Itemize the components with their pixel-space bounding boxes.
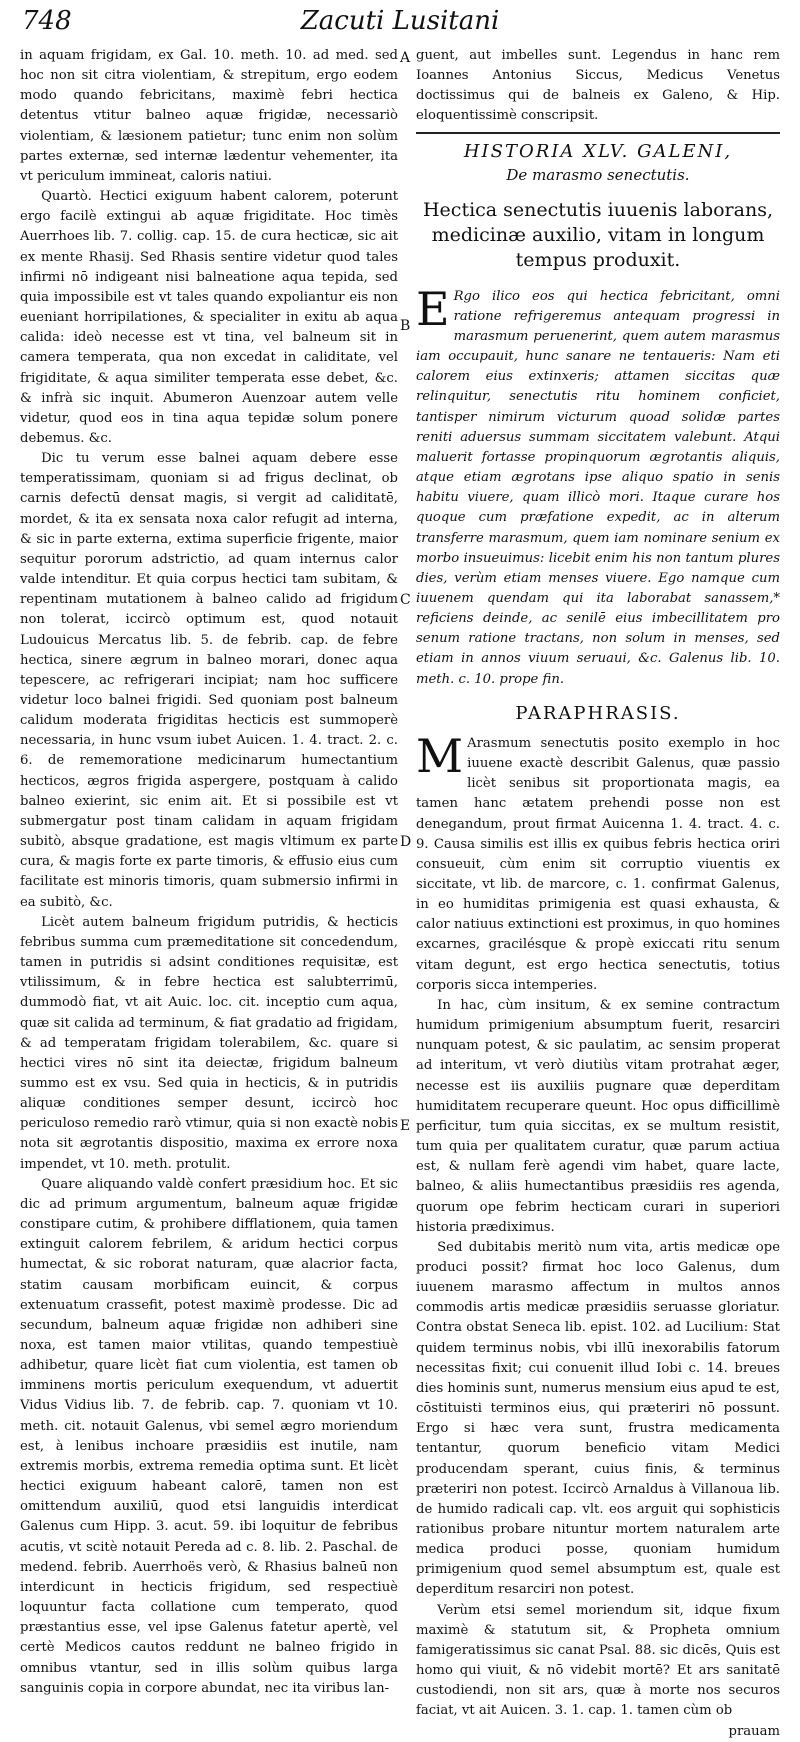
paraphrasis-drop-cap: M: [416, 728, 464, 783]
margin-letter-a: A: [400, 50, 411, 66]
paraphrasis-paragraph: In hac, cùm insitum, & ex semine contractum humidum primigenium absumptum fuerit, resarciri nunquam potest, & sic paulatim, ac sensim properat ad interitum, vt verò diutiùs vitam protrahat æger, necesse est iis auxiliis pugnare quæ deperditam humiditatem recuperare queunt. Hoc opus difficillimè perficitur, tum quia siccitas, ex se multum resistit, tum quia per qualitatem curatur, quæ parum actiua est, & nullam ferè agendi vim habet, quare lacte, balneo, & aliis humectantibus præsidiis res agenda, quorum ope febrim hecticam curari in superiori historia prædiximus.: [416, 997, 780, 1235]
history-summary: Hectica senectutis iuuenis laborans, medicinæ auxilio, vitam in longum tempus produxit.: [422, 198, 773, 271]
paraphrasis-paragraph: Sed dubitabis meritò num vita, artis medicæ ope produci possit? firmat hoc loco Galenus, dum iuuenem marasmo affectum in multos annos commodis artis medicæ præsidiis seruasse gloriatur. Contra obstat Seneca lib. epist. 102. ad Lucilium: Stat quidem terminus nobis, vbi illū inexorabilis fatorum necessitas fixit; cui conuenit illud Iobi c. 14. breues dies hominis sunt, numerus mensium eius apud te est, cōstituisti terminos eius, qui præteriri nō possunt. Ergo si hæc vera sunt, frustra medicamenta tentantur, quorum beneficio vitam Medici producendam sperant, cuius finis, & terminus præteriri non potest. Iccircò Arnaldus à Villanoua lib. de humido radicali cap. vlt. eos arguit qui sophisticis rationibus probare nituntur mortem naturalem arte medica produci posse, quoniam humidum primigenium quod semel absumptum est, quale est deperditum resarciri non potest.: [416, 1239, 780, 1598]
paraphrasis-text: Arasmum senectutis posito exemplo in hoc iuuene exactè describit Galenus, quæ passio licèt senibus sit proportionata magis, ea tamen hanc ætatem prehendi posse non est denegandum, prout firmat Auicenna 1. 4. tract. 4. c. 9. Causa similis est illis ex quibus febris hectica oriri consueuit, cùm enim sit corruptio viuentis ex siccitate, vt lib. de marcore, c. 1. confirmat Galenus, in eo humiditas primigenia est quasi exhausta, & calor natiuus extinctioni est proximus, in quo homines excarnes, gracilésque & propè exiccati ritu senum vitam degunt, est ergo hectica senectutis, totius corporis sicca intemperies.: [416, 735, 780, 993]
paraphrasis-title: PARAPHRASIS.: [515, 702, 681, 724]
section-rule: [416, 132, 780, 134]
history-subtitle: De marasmo senectutis.: [506, 165, 690, 184]
margin-letter-b: B: [400, 318, 411, 334]
page-header: [0, 2, 800, 42]
intro-paragraph: guent, aut imbelles sunt. Legendus in hanc rem Ioannes Antonius Siccus, Medicus Venetus doctissimus qui de balneis ex Galeno, & Hip. eloquentissimè conscripsit.: [416, 48, 780, 124]
paraphrasis-paragraph: Verùm etsi semel moriendum sit, idque fixum maximè & statutum sit, & Propheta omnium famigeratissimus sic canat Psal. 88. sic dicēs, Quis est homo qui viuit, & nō videbit mortē? Et ars sanitatē custodiendi, non sit ars, quæ à morte nos securos faciat, vt ait Auicen. 3. 1. cap. 1. tamen cùm ob: [416, 1602, 780, 1719]
left-column: [20, 46, 398, 1699]
right-column: [416, 46, 780, 1742]
quote-drop-cap: E: [416, 281, 450, 336]
left-paragraph: Quare aliquando valdè confert præsidium hoc. Et sic dic ad primum argumentum, balneum aquæ frigidæ constipare cutim, & prohibere difflationem, quia tamen extinguit calorem febrilem, & aridum hectici corpus humectat, & sic roborat naturam, quæ alacrior facta, statim causam morbificam euincit, & corpus extenuatum crassefit, potest maximè prodesse. Dic ad secundum, balneum aquæ frigidæ non adhiberi sine noxa, est tamen maior vtilitas, quando tempestiuè adhibetur, quare licèt fiat cum violentia, est tamen ob imminens mortis periculum exequendum, vt aduertit Vidus Vidius lib. 7. de febrib. cap. 7. quoniam vt 10. meth. cit. notauit Galenus, vbi semel ægro moriendum est, à lenibus inchoare præsidiis est inutile, nam extremis morbis, extrema remedia optima sunt. Et licèt hectici exiguum habeant calorē, tamen non est omittendum auxiliū, quod etsi languidis interdicat Galenus cum Hipp. 3. acut. 59. ibi loquitur de febribus acutis, vt scitè notauit Pereda ad c. 8. lib. 2. Paschal. de medend. febrib. Auerrhoës verò, & Rhasius balneū non interdicunt in hecticis frigidum, sed respectiuè loquuntur facta collatione cum temperato, quod præstantius esse, vel ipse Galenus fatetur apertè, vel certè Medicos cautos reddunt ne balneo frigido in omnibus vtantur, sed in illis solùm quibus larga sanguinis copia in corpore abundat, nec ita viribus lan-: [20, 1176, 398, 1696]
margin-letter-c: C: [400, 592, 411, 608]
page-number: 748: [22, 6, 72, 36]
left-paragraph: Dic tu verum esse balnei aquam debere esse temperatissimam, quoniam si ad frigus declinat, ob carnis defectū densat magis, si vergit ad caliditatē, mordet, & ita ex sensata noxa calor refugit ad interna, & sic in parte externa, extima superficie frigente, maior sequitur pororum adstrictio, ad quam internus calor valde intenditur. Et quia corpus hectici tam subitam, & repentinam mutationem à balneo calido ad frigidum non tolerat, iccircò optimum est, quod notauit Ludouicus Mercatus lib. 5. de febrib. cap. de febre hectica, sinere ægrum in balneo morari, donec aqua tepescere, ac refrigerari incipiat; nam hoc sufficere videtur loco balnei frigidi. Sed quoniam post balneum calidum moderata frigiditas hecticis est summoperè necessaria, in hunc vsum iubet Auicen. 1. 4. tract. 2. c. 6. de rememoratione medicinarum humectantium hecticos, ægros frigida aspergere, postquam à calido balneo exierint, sic enim ait. Et si possibile est vt submergatur post tinam calidam in aquam frigidam subitò, absque gradatione, est magis vltimum ex parte cura, & magis forte ex parte timoris, & effusio eius cum facilitate est minoris timoris, quam submersio infirmi in ea subitò, &c.: [20, 451, 398, 910]
running-title: Zacuti Lusitani: [300, 6, 500, 36]
left-paragraph: Licèt autem balneum frigidum putridis, & hecticis febribus summa cum præmeditatione sit concedendum, tamen in putridis si adsint conditiones requisitæ, est vtilissimum, & in febre hectica est salubterrimū, dummodò fiat, vt ait Auic. loc. cit. inceptio cum aqua, quæ sit calida ad terminum, & fiat gradatio ad frigidam, & ad temperatam frigidam tolerabilem, &c. quare si hectici vires nō sint ita deiectæ, frigidum balneum summo est ex vsu. Sed quia in hecticis, & in putridis aliquæ conditiones semper desunt, iccircò hoc periculoso remedio rarò vtimur, quia si non exactè nobis nota sit ægrotantis dispositio, maxima ex errore noxa impendet, vt 10. meth. protulit.: [20, 914, 398, 1172]
left-paragraph: Quartò. Hectici exiguum habent calorem, poterunt ergo facilè extingui ab aquæ frigiditate. Hoc timès Auerrhoes lib. 7. collig. cap. 15. de cura hecticæ, sic ait ex mente Rhasij. Sed Rhasis sentire videtur quod tales infirmi nō indigeant nisi balneatione aqua tepida, sed quia impossibile est vt tales quando expoliantur eis non eueniant horripilationes, & specialiter in exitu ab aqua calida: ideò necesse est vt tina, vel balneum sit in camera temperata, qua non excedat in caliditate, vel frigiditate, & aqua similiter temperata esse debet, &c. & infrà sic inquit. Abumeron Auenzoar autem velle videtur, quod eos in tina aqua tepidæ solum ponere debemus. &c.: [20, 189, 398, 446]
margin-letter-d: D: [400, 834, 412, 850]
history-title: HISTORIA XLV. GALENI,: [463, 140, 733, 162]
left-paragraph: in aquam frigidam, ex Gal. 10. meth. 10. ad med. sed hoc non sit citra violentiam, & strepitum, ergo eodem modo quando febricitans, maximè febri hectica detentus vtitur balneo aquæ frigidæ, necessariò violentiam, & læsionem patietur; tunc enim non solùm partes externæ, sed internæ lædentur vehementer, ita vt periculum immineat, caloris natiui.: [20, 48, 398, 184]
catchword: prauam: [728, 1723, 780, 1739]
galen-quote: [416, 281, 780, 690]
margin-letter-e: E: [400, 1118, 411, 1134]
paraphrasis-paragraph: [416, 728, 780, 996]
quote-text: Rgo ilico eos qui hectica febricitant, omni ratione refrigeremus antequam progressi in marasmum peruenerint, quem autem marasmus iam occupauit, hunc sanare ne tentaueris: Nam eti calorem eius extinxeris; attamen siccitas quæ relinquitur, senectutis ritu hominem conficiet, tantisper nimirum victurum quoad solidæ partes reniti aduersus summam siccitatem valebunt. Atqui maluerit fortasse propinquorum ægrotantis aliquis, atque etiam ægrotans ipse aliquo spatio in senis habitu viuere, quam illicò mori. Itaque curare hos quoque cum præfatione expedit, ac in alterum transferre marasmum, quem iam nominare senium ex morbo insueuimus: licebit enim his non tantum plures dies, verùm etiam menses viuere. Ego namque cum iuuenem quendam qui ita laborabat sanassem,* reficiens deinde, ac senilē eius imbecillitatem pro senum ratione tractans, non solum in menses, sed etiam in annos viuum seruaui, &c. Galenus lib. 10. meth. c. 10. prope fin.: [416, 288, 780, 687]
